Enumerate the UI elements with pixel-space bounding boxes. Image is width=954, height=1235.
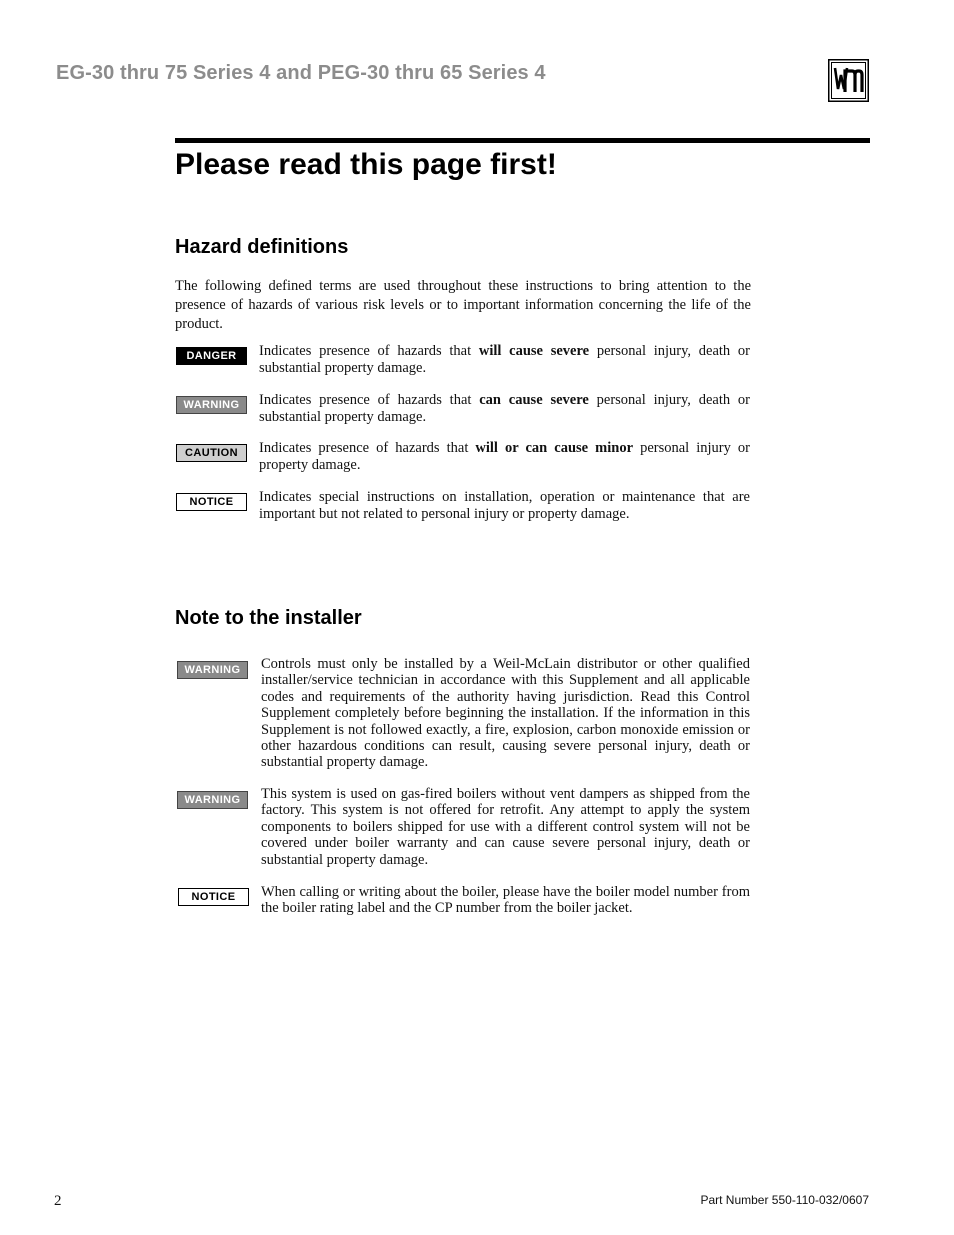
weil-mclain-logo-icon [828,59,869,102]
hazard-definitions-heading: Hazard definitions [175,236,349,258]
part-number: Part Number 550-110-032/0607 [700,1193,869,1207]
warning-badge: WARNING [176,396,247,414]
notice-badge: NOTICE [176,493,247,511]
installer-note-text: When calling or writing about the boiler, please have the boiler model number from the boiler rating label and the CP number from the boiler jacket. [261,884,750,917]
hazard-text: Indicates presence of hazards that will cause severe personal injury, death or substantial property damage. [259,343,750,376]
note-to-installer-heading: Note to the installer [175,607,362,629]
hazard-intro-paragraph: The following defined terms are used throughout these instructions to bring attention to the presence of hazards of various risk levels or to important information concerning the life of the product. [175,278,751,332]
notice-badge: NOTICE [178,888,249,906]
installer-note-text: Controls must only be installed by a Weil-McLain distributor or other qualified installer/service technician in accordance with this Supplement and all applicable codes and requirements of the authority having jurisdiction. Read this Control Supplement completely before beginning the installation. If the information in this Supplement is not followed exactly, a fire, explosion, carbon monoxide emission or other hazardous conditions can result, causing severe personal injury, death or substantial property damage. [261,656,750,771]
warning-badge: WARNING [177,661,248,679]
hazard-text: Indicates presence of hazards that will or can cause minor personal injury or property damage. [259,440,751,473]
caution-badge: CAUTION [176,444,247,462]
header-title: EG-30 thru 75 Series 4 and PEG-30 thru 65 Series 4 [56,62,546,84]
warning-badge: WARNING [177,791,248,809]
hazard-text: Indicates special instructions on installation, operation or maintenance that are important but not related to personal injury or property damage. [259,489,750,522]
page-title: Please read this page first! [175,148,557,181]
header-rule [175,138,870,143]
danger-badge: DANGER [176,347,247,365]
hazard-text: Indicates presence of hazards that can cause severe personal injury, death or substantial property damage. [259,392,751,425]
page-number: 2 [54,1193,62,1209]
installer-note-text: This system is used on gas-fired boilers without vent dampers as shipped from the factory. This system is not offered for retrofit. Any attempt to apply the system components to boilers shipped for use with a different control system will not be covered under boiler warranty and can cause severe personal injury, death or substantial property damage. [261,786,750,868]
